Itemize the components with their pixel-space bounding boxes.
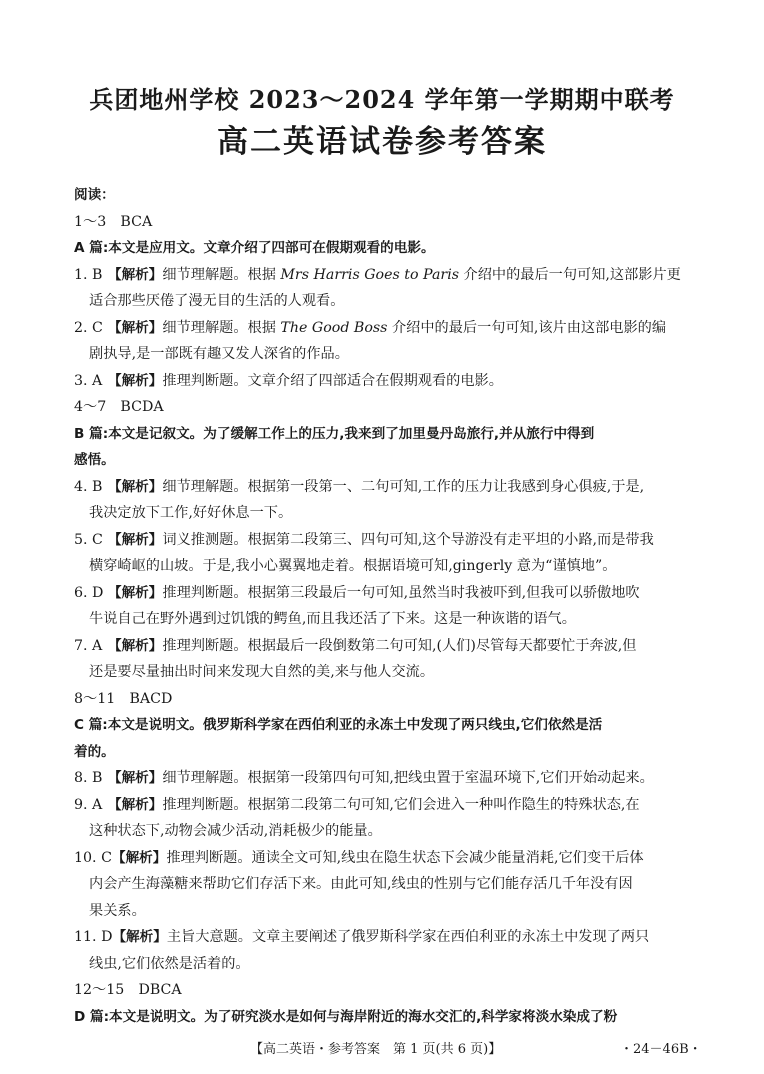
- item-type: 推理判断题。: [162, 372, 248, 389]
- answer-item: [74, 262, 692, 289]
- item-text: 通读全文可知,线虫在隐生状态下会减少能量消耗,它们变干后体: [251, 849, 644, 866]
- item-text-wrap: 横穿崎岖的山坡。于是,我小心翼翼地走着。根据语境可知,gingerly 意为“谨慎地”。: [89, 558, 617, 574]
- item-text: 文章介绍了四部适合在假期观看的电影。: [247, 372, 503, 389]
- item-text-cont: 介绍中的最后一句可知,该片由这部电影的编: [387, 319, 667, 336]
- footer-code: ・24－46B・: [620, 1042, 702, 1057]
- item-text-wrap: 还是要尽量抽出时间来发现大自然的美,来与他人交流。: [89, 664, 435, 680]
- item-tag: 【解析】: [112, 849, 167, 866]
- item-type: 词义推测题。: [162, 531, 248, 548]
- answer-item: [74, 474, 692, 501]
- item-tag: 【解析】: [108, 637, 163, 654]
- item-text: 根据第二段第三、四句可知,这个导游没有走平坦的小路,而是带我: [247, 531, 654, 548]
- item-text: 文章主要阐述了俄罗斯科学家在西伯利亚的永冻土中发现了两只: [251, 929, 650, 945]
- answer-item: [74, 315, 692, 342]
- item-text: 根据第一段第一、二句可知,工作的压力让我感到身心俱疲,于是,: [247, 478, 645, 495]
- answer-content: [74, 182, 692, 1030]
- item-number: 8. B: [74, 770, 103, 786]
- item-number: 5. C: [74, 531, 103, 548]
- item-text-wrap: 果关系。: [89, 902, 146, 919]
- answer-range: 12～15 DBCA: [74, 982, 182, 998]
- answer-item: [74, 633, 692, 660]
- answer-item: [74, 368, 692, 395]
- answer-range: 8～11 BACD: [74, 690, 173, 707]
- passage-intro: D 篇:本文是说明文。为了研究淡水是如何与海岸附近的海水交汇的,科学家将淡水染成了粉: [74, 1008, 618, 1025]
- item-text: 根据第一段第四句可知,把线虫置于室温环境下,它们开始动起来。: [247, 770, 654, 786]
- item-number: 7. A: [74, 637, 103, 654]
- item-number: 11. D: [74, 929, 113, 945]
- item-type: 细节理解题。: [162, 478, 248, 495]
- answer-item: [74, 580, 692, 607]
- item-text-wrap: 这种状态下,动物会减少活动,消耗极少的能量。: [89, 823, 382, 839]
- item-type: 推理判断题。: [166, 849, 252, 866]
- item-number: 9. A: [74, 796, 103, 813]
- item-text-wrap: 内会产生海藻糖来帮助它们存活下来。由此可知,线虫的性别与它们能存活几千年没有因: [89, 876, 633, 892]
- item-tag: 【解析】: [108, 372, 163, 389]
- answer-item: [74, 765, 692, 792]
- item-type: 推理判断题。: [162, 637, 248, 654]
- item-text-wrap: 剧执导,是一部既有趣又发人深省的作品。: [89, 346, 349, 362]
- passage-intro: C 篇:本文是说明文。俄罗斯科学家在西伯利亚的永冻土中发现了两只线虫,它们依然是活: [74, 717, 603, 733]
- item-text-wrap: 线虫,它们依然是活着的。: [89, 955, 250, 972]
- answer-item: [74, 845, 692, 872]
- passage-intro: A 篇:本文是应用文。文章介绍了四部可在假期观看的电影。: [74, 240, 435, 256]
- item-title: Mrs Harris Goes to Paris: [280, 266, 460, 283]
- item-text: 根据最后一段倒数第二句可知,(人们)尽管每天都要忙于奔波,但: [247, 637, 637, 654]
- answer-range: 4～7 BCDA: [74, 399, 164, 415]
- item-type: 细节理解题。: [162, 319, 248, 336]
- item-type: 推理判断题。: [162, 796, 248, 813]
- item-tag: 【解析】: [108, 770, 163, 786]
- item-type: 主旨大意题。: [166, 929, 252, 945]
- item-title: The Good Boss: [280, 319, 388, 336]
- item-number: 1. B: [74, 266, 103, 283]
- passage-intro-wrap: 感悟。: [74, 452, 115, 468]
- item-text: 根据: [247, 266, 281, 283]
- item-tag: 【解析】: [108, 584, 163, 601]
- item-number: 6. D: [74, 584, 104, 601]
- item-text: 根据第二段第二句可知,它们会进入一种叫作隐生的特殊状态,在: [247, 796, 640, 813]
- item-text-wrap: 牛说自己在野外遇到过饥饿的鳄鱼,而且我还活了下来。这是一种诙谐的语气。: [89, 611, 576, 627]
- passage-intro-wrap: 着的。: [74, 743, 115, 760]
- page-subtitle: 高二英语试卷参考答案: [217, 124, 547, 160]
- section-label: 阅读：: [74, 187, 115, 203]
- item-number: 4. B: [74, 478, 103, 495]
- item-tag: 【解析】: [112, 929, 167, 945]
- item-text-wrap: 适合那些厌倦了漫无目的生活的人观看。: [89, 293, 345, 309]
- item-tag: 【解析】: [108, 266, 163, 283]
- item-number: 10. C: [74, 849, 112, 866]
- page-title: 兵团地州学校 2023～2024 学年第一学期期中联考: [89, 85, 675, 114]
- item-tag: 【解析】: [108, 478, 163, 495]
- item-tag: 【解析】: [108, 319, 163, 336]
- item-type: 推理判断题。: [162, 584, 248, 601]
- item-tag: 【解析】: [108, 796, 163, 813]
- answer-item: [74, 792, 692, 819]
- answer-range: 1～3 BCA: [74, 213, 153, 230]
- item-type: 细节理解题。: [162, 770, 248, 786]
- item-text-cont: 介绍中的最后一句可知,这部影片更: [459, 266, 681, 283]
- item-text: 根据第三段最后一句可知,虽然当时我被吓到,但我可以骄傲地吹: [247, 584, 640, 601]
- item-text-wrap: 我决定放下工作,好好休息一下。: [89, 505, 293, 521]
- footer-page-info: 【高二英语・参考答案 第 1 页(共 6 页)】: [250, 1042, 502, 1057]
- passage-intro: B 篇:本文是记叙文。为了缓解工作上的压力,我来到了加里曼丹岛旅行,并从旅行中得到: [74, 425, 595, 442]
- item-tag: 【解析】: [108, 531, 163, 548]
- item-number: 3. A: [74, 372, 103, 389]
- item-text: 根据: [247, 319, 281, 336]
- item-type: 细节理解题。: [162, 266, 248, 283]
- answer-item: [74, 527, 692, 554]
- answer-item: [74, 924, 692, 951]
- item-number: 2. C: [74, 319, 103, 336]
